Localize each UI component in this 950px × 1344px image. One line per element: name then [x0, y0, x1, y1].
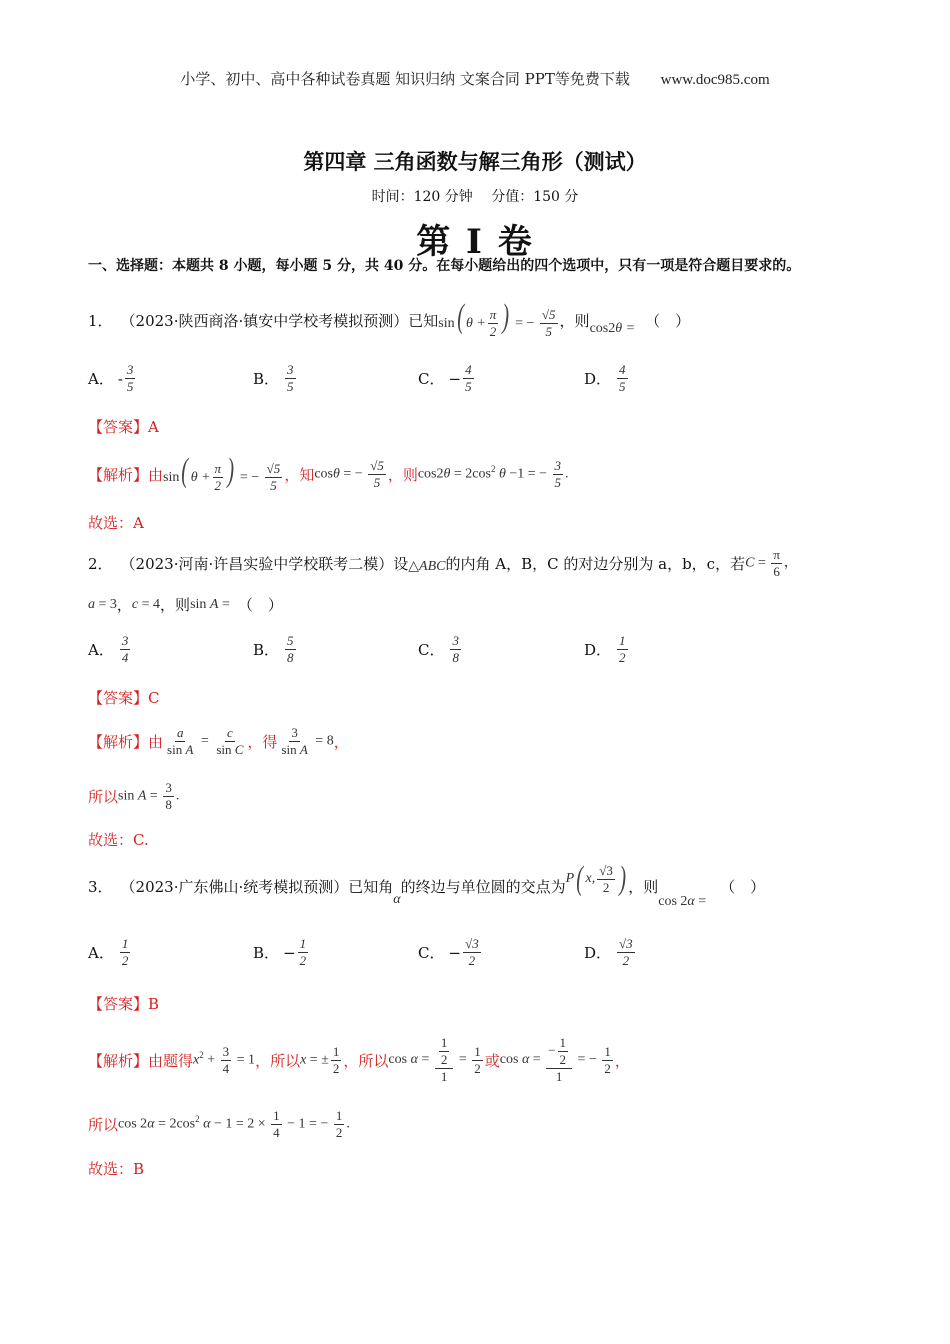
q3-option-b[interactable]: B． − $\frac{1}{2}$ — [253, 936, 307, 968]
q3-option-c[interactable]: C． − $\frac{√3}{2}$ — [418, 936, 479, 968]
q3-analysis: 【解析】 由题得 $x^2$ + $\frac{3}{4}$ = 1 ，所以 x = ± $\frac{1}{2}$ ，所以 cos α = $\frac{\frac{1}{2}}{1}$ = $\frac{1}{2}$ 或 cos α = − $\frac{1}{2}$ 1 = − $\frac{1}{2}$ ， — [88, 1035, 630, 1084]
q2-option-c[interactable]: C． $\frac{3}{8}$ — [418, 633, 459, 665]
volume-title: 第 I 卷 — [416, 222, 534, 262]
q1-option-b[interactable]: B． $\frac{3}{5}$ — [253, 362, 294, 394]
q2-conclusion: 故选：C. — [88, 831, 149, 849]
header-text: 小学、初中、高中各种试卷真题 知识归纳 文案合同 PPT等免费下载 — [180, 70, 630, 88]
q3-option-a[interactable]: A． $\frac{1}{2}$ — [88, 936, 129, 968]
exam-meta: 时间：120 分钟 分值：150 分 — [371, 189, 579, 205]
header-url[interactable]: www.doc985.com — [660, 72, 770, 88]
q1-option-c[interactable]: C． − $\frac{4}{5}$ — [418, 362, 472, 394]
q2-option-b[interactable]: B． $\frac{5}{8}$ — [253, 633, 294, 665]
q1-option-d[interactable]: D． $\frac{4}{5}$ — [584, 362, 626, 394]
q1-option-a[interactable]: A． - $\frac{3}{5}$ — [88, 362, 134, 394]
q2-analysis-2: 所以 sin A = $\frac{3}{8}$ . — [88, 779, 180, 812]
q1-answer: 【答案】 A — [88, 417, 159, 436]
q2-analysis: 【解析】 由 $\frac{a}{\text{sin A}}$ = $\frac{c}{\text{sin C}}$ ，得 $\frac{3}{\text{sin A}}$ = 8 ， — [88, 724, 349, 757]
q2-stem: 2． （2023·河南·许昌实验中学校联考二模）设 △ABC 的内角 A，B，C 的对边分别为 a，b，c，若 C = $\frac{\pi}{6}$ ， — [88, 546, 798, 579]
q3-stem: 3． （2023·广东佛山·统考模拟预测）已知角 α 的终边与单位圆的交点为 P ( x, $\frac{√3}{2}$ ) ，则 cos 2α = （ ） — [88, 860, 766, 909]
q3-option-d[interactable]: D． $\frac{√3}{2}$ — [584, 936, 633, 968]
page-title: 第四章 三角函数与解三角形（测试） — [303, 149, 647, 174]
section-instructions: 一、选择题：本题共 8 小题，每小题 5 分，共 40 分。在每小题给出的四个选项中，只有一项是符合题目要求的。 — [88, 258, 801, 274]
q2-option-a[interactable]: A． $\frac{3}{4}$ — [88, 633, 129, 665]
q1-stem: 1． （2023·陕西商洛·镇安中学校考模拟预测）已知 sin( θ + $\frac{\pi}{2}$ ) = − $\frac{√5}{5}$ ，则 cos2θ = （ ） — [88, 297, 691, 340]
q3-answer: 【答案】 B — [88, 994, 160, 1013]
q1-formula: sin( θ + $\frac{\pi}{2}$ ) = − $\frac{√5}{5}$ — [438, 297, 556, 340]
q3-conclusion: 故选：B — [88, 1160, 145, 1178]
q3-analysis-2: 所以 $\cos 2\alpha = 2\cos^2$ α − 1 = 2 × $\frac{1}{4}$ − 1 = − $\frac{1}{2}$ . — [88, 1107, 350, 1140]
q1-conclusion: 故选：A — [88, 514, 144, 532]
q2-stem-2: a = 3 ， c = 4 ，则 sin A = （ ） — [88, 596, 283, 614]
q1-analysis: 【解析】 由 sin( θ + $\frac{\pi}{2}$ ) = − $\frac{√5}{5}$ ，知 cosθ = − $\frac{√5}{5}$ ，则 $\cos 2\theta = 2\cos^2$ θ −1 = − $\frac{3}{5}$ . — [88, 451, 569, 494]
page-header — [0, 68, 950, 89]
q2-option-d[interactable]: D． $\frac{1}{2}$ — [584, 633, 626, 665]
q2-answer: 【答案】 C — [88, 688, 160, 707]
